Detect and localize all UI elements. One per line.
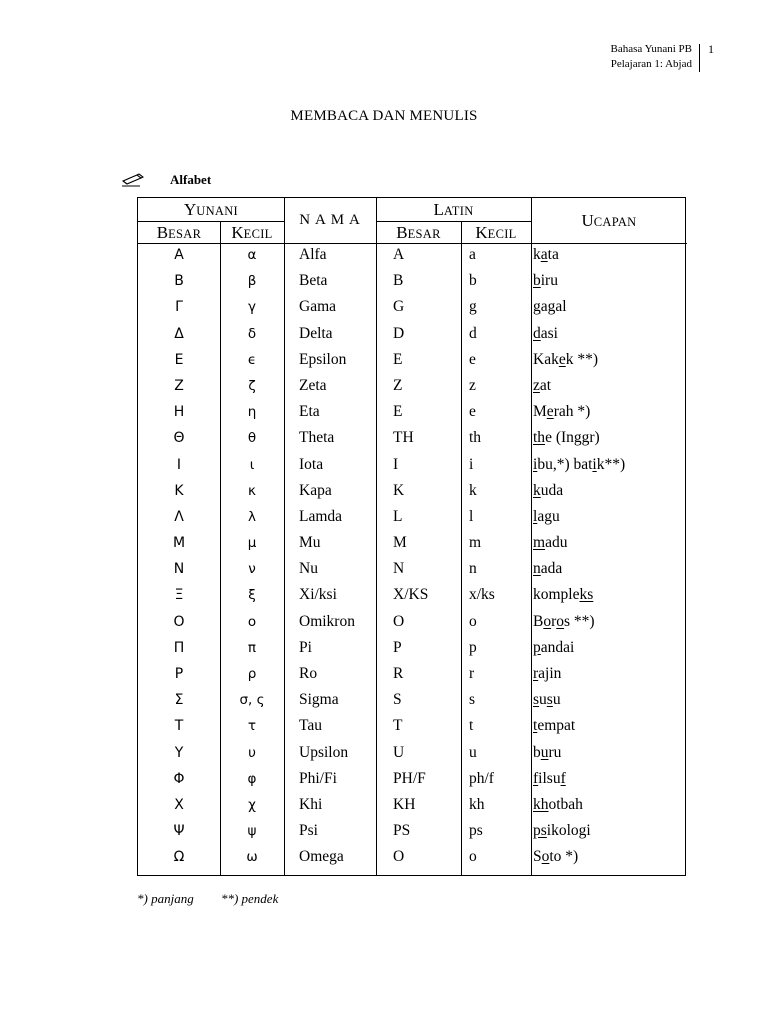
- greek-uppercase: Τ: [174, 718, 184, 735]
- table-row: [138, 559, 687, 585]
- table-row: [138, 716, 687, 742]
- pronunciation-text: otbah: [548, 795, 583, 813]
- header-yunani: YUNANI: [183, 200, 239, 219]
- latin-uppercase: KH: [393, 795, 416, 813]
- letter-name: Beta: [299, 272, 328, 290]
- letter-name: Phi/Fi: [299, 769, 337, 787]
- pronunciation-underlined: f: [560, 769, 566, 787]
- pronunciation-text: ajin: [538, 665, 562, 682]
- pronunciation-text: bu,*) bat: [537, 455, 593, 473]
- latin-uppercase: I: [393, 455, 399, 473]
- table-row: [138, 690, 687, 716]
- greek-lowercase: γ: [248, 299, 256, 316]
- header-latin: LATIN: [433, 200, 474, 219]
- latin-lowercase: n: [469, 560, 477, 578]
- table-row: [138, 507, 687, 533]
- greek-lowercase: β: [247, 273, 257, 290]
- latin-lowercase: u: [469, 743, 477, 761]
- table-row: [138, 847, 687, 873]
- header-sub-rule-yunani: [138, 221, 284, 222]
- pronunciation-text: ta: [547, 246, 559, 263]
- header-yunani-besar: BESAR: [156, 223, 202, 242]
- pronunciation-text: b: [533, 743, 541, 761]
- greek-uppercase: Ξ: [174, 587, 184, 604]
- pronunciation-text: k **): [565, 350, 599, 368]
- latin-uppercase: E: [393, 403, 403, 421]
- latin-lowercase: g: [469, 298, 477, 316]
- greek-lowercase: κ: [248, 482, 256, 499]
- pronunciation: [533, 324, 558, 344]
- latin-lowercase: ps: [469, 822, 483, 840]
- pronunciation-text: ilsu: [538, 769, 561, 787]
- letter-name: Zeta: [299, 376, 327, 394]
- latin-lowercase: e: [469, 403, 476, 421]
- pronunciation: [533, 821, 591, 841]
- latin-lowercase: e: [469, 350, 476, 368]
- greek-lowercase: μ: [247, 535, 257, 552]
- pronunciation-underlined: o: [556, 612, 565, 630]
- latin-uppercase: K: [393, 481, 405, 499]
- pronunciation-underlined: n: [533, 560, 541, 578]
- header-yunani-kecil: KECIL: [231, 223, 273, 242]
- greek-lowercase: φ: [247, 770, 257, 787]
- header-latin-besar: BESAR: [396, 223, 441, 242]
- table-row: [138, 795, 687, 821]
- pronunciation-underlined: i: [533, 455, 538, 473]
- pronunciation-text: e (Inggr): [545, 429, 600, 447]
- table-row: [138, 533, 687, 559]
- page-number: 1: [708, 42, 714, 56]
- pronunciation-underlined: o: [541, 848, 550, 866]
- pencil-writing-icon: [122, 173, 144, 187]
- greek-lowercase: π: [247, 639, 257, 656]
- pronunciation-text: adu: [545, 534, 568, 552]
- latin-uppercase: T: [393, 717, 403, 735]
- greek-lowercase: ρ: [247, 666, 257, 682]
- pronunciation-underlined: e: [558, 350, 566, 368]
- pronunciation-text: s **): [564, 612, 595, 630]
- greek-lowercase: ο: [247, 613, 257, 630]
- greek-uppercase: Σ: [174, 692, 184, 709]
- latin-lowercase: o: [469, 612, 477, 630]
- latin-lowercase: th: [469, 429, 482, 447]
- pronunciation: [533, 743, 561, 763]
- greek-lowercase: χ: [248, 796, 256, 813]
- greek-lowercase: ι: [249, 456, 255, 473]
- pronunciation-underlined: a: [540, 246, 548, 263]
- letter-name: Mu: [299, 534, 321, 552]
- latin-uppercase: L: [393, 507, 403, 525]
- pronunciation-underlined: i: [592, 455, 597, 473]
- pronunciation-underlined: r: [533, 665, 539, 682]
- latin-lowercase: o: [469, 848, 477, 866]
- table-row: [138, 350, 687, 376]
- letter-name: Omega: [299, 848, 344, 866]
- table-row: [138, 612, 687, 638]
- pronunciation-text: agu: [537, 507, 560, 525]
- latin-uppercase: PH/F: [393, 769, 426, 787]
- pronunciation: [533, 245, 559, 265]
- letter-name: Pi: [299, 638, 312, 656]
- latin-lowercase: ph/f: [469, 769, 494, 787]
- pronunciation-text: k**): [596, 455, 626, 473]
- table-row: [138, 428, 687, 454]
- pronunciation-text: u: [539, 691, 547, 709]
- pronunciation-text: empat: [537, 717, 576, 735]
- latin-uppercase: P: [393, 638, 402, 656]
- greek-uppercase: Β: [174, 273, 184, 290]
- pronunciation-text: asi: [540, 324, 558, 342]
- section-label: Alfabet: [170, 172, 212, 187]
- pronunciation: [533, 716, 575, 736]
- pronunciation-underlined: m: [533, 534, 546, 552]
- pronunciation-underlined: z: [533, 376, 540, 394]
- pronunciation: [533, 612, 595, 632]
- greek-uppercase: Δ: [174, 325, 184, 342]
- letter-name: Nu: [299, 560, 318, 578]
- letter-name: Iota: [299, 455, 324, 473]
- letter-name: Theta: [299, 429, 335, 447]
- latin-lowercase: b: [469, 272, 477, 290]
- greek-lowercase: τ: [247, 718, 257, 735]
- letter-name: Sigma: [299, 691, 339, 709]
- greek-lowercase: α: [247, 247, 257, 263]
- section-heading: [122, 171, 211, 189]
- pronunciation-text: Kak: [533, 350, 559, 368]
- greek-uppercase: Υ: [174, 744, 184, 761]
- greek-uppercase: Ε: [174, 351, 184, 368]
- latin-uppercase: D: [393, 324, 405, 342]
- latin-lowercase: p: [469, 638, 477, 656]
- pronunciation-underlined: e: [546, 403, 554, 421]
- letter-name: Eta: [299, 403, 320, 421]
- pronunciation-underlined: u: [540, 743, 549, 761]
- greek-uppercase: Ω: [173, 849, 185, 866]
- latin-lowercase: kh: [469, 795, 485, 813]
- lesson-name: Pelajaran 1: Abjad: [610, 58, 692, 70]
- letter-name: Tau: [299, 717, 323, 735]
- table-row: [138, 324, 687, 350]
- pronunciation: [533, 769, 566, 789]
- header-titles: [492, 42, 692, 72]
- greek-lowercase: θ: [247, 430, 257, 447]
- table-row: [138, 769, 687, 795]
- pronunciation: [533, 271, 558, 291]
- pronunciation: [533, 585, 593, 605]
- pronunciation-underlined: p: [533, 638, 541, 656]
- table-row: [138, 271, 687, 297]
- footnote-short: **) pendek: [220, 891, 279, 906]
- pronunciation-text: r: [551, 612, 557, 630]
- pronunciation-underlined: g: [533, 298, 541, 316]
- pronunciation: [533, 376, 551, 396]
- pronunciation-underlined: s: [533, 691, 540, 709]
- latin-lowercase: z: [469, 376, 476, 394]
- pronunciation-text: M: [533, 403, 547, 421]
- pronunciation-text: B: [533, 612, 544, 630]
- greek-uppercase: Ζ: [174, 377, 184, 394]
- table-row: [138, 402, 687, 428]
- header-latin-kecil: KECIL: [475, 223, 517, 242]
- latin-lowercase: a: [469, 246, 476, 263]
- greek-lowercase: ζ: [248, 377, 256, 394]
- greek-uppercase: Ρ: [174, 666, 184, 682]
- latin-lowercase: i: [469, 455, 474, 473]
- greek-lowercase: ν: [248, 561, 256, 578]
- latin-uppercase: G: [393, 298, 405, 316]
- greek-uppercase: Η: [173, 404, 185, 421]
- greek-uppercase: Θ: [173, 430, 185, 447]
- pronunciation: [533, 638, 574, 658]
- greek-uppercase: Φ: [173, 770, 185, 787]
- table-row: [138, 585, 687, 611]
- table-row: [138, 376, 687, 402]
- latin-uppercase: N: [393, 560, 405, 578]
- pronunciation-text: komple: [533, 586, 580, 604]
- greek-uppercase: Ψ: [173, 823, 185, 840]
- letter-name: Ro: [299, 665, 318, 682]
- letter-name: Epsilon: [299, 350, 347, 368]
- pronunciation-text: u: [552, 691, 561, 709]
- pronunciation-underlined: ks: [579, 586, 594, 604]
- page-title: MEMBACA DAN MENULIS: [290, 108, 478, 124]
- document-name: Bahasa Yunani PB: [610, 43, 692, 55]
- greek-uppercase: Μ: [172, 535, 186, 552]
- header-nama: N A M A: [299, 212, 361, 228]
- pronunciation: [533, 402, 590, 422]
- table-row: [138, 481, 687, 507]
- pronunciation: [533, 481, 563, 501]
- greek-lowercase: ϵ: [247, 351, 257, 368]
- table-row: [138, 245, 687, 271]
- latin-lowercase: s: [469, 691, 476, 709]
- pronunciation-underlined: s: [546, 691, 553, 709]
- header-divider: [699, 44, 700, 72]
- latin-uppercase: PS: [393, 822, 411, 840]
- footnote: [137, 891, 278, 907]
- greek-uppercase: Χ: [174, 796, 184, 813]
- greek-uppercase: Ο: [173, 613, 185, 630]
- latin-lowercase: x/ks: [469, 586, 495, 604]
- pronunciation-text: S: [533, 848, 542, 866]
- greek-uppercase: Π: [173, 639, 185, 656]
- pronunciation-text: ikologi: [546, 822, 591, 840]
- pronunciation-text: at: [539, 376, 552, 394]
- pronunciation-text: rah *): [553, 403, 591, 421]
- pronunciation: [533, 559, 562, 579]
- pronunciation-text: ru: [548, 743, 562, 761]
- pronunciation-underlined: b: [533, 272, 541, 290]
- table-row: [138, 821, 687, 847]
- pronunciation-underlined: l: [533, 507, 538, 525]
- pronunciation: [533, 690, 561, 710]
- letter-name: Kapa: [299, 481, 332, 499]
- greek-uppercase: Ν: [173, 561, 185, 578]
- pronunciation-underlined: t: [533, 717, 538, 735]
- latin-uppercase: M: [393, 534, 407, 552]
- greek-uppercase: Ι: [176, 456, 182, 473]
- pronunciation: [533, 455, 625, 475]
- letter-name: Upsilon: [299, 743, 349, 761]
- greek-uppercase: Λ: [174, 508, 184, 525]
- greek-lowercase: η: [247, 404, 257, 421]
- latin-uppercase: A: [393, 246, 405, 263]
- letter-name: Gama: [299, 298, 337, 316]
- latin-lowercase: t: [469, 717, 474, 735]
- greek-lowercase: σ, ς: [239, 692, 265, 709]
- table-row: [138, 664, 687, 690]
- header-sub-rule-latin: [376, 221, 531, 222]
- pronunciation-underlined: k: [533, 481, 541, 499]
- letter-name: Xi/ksi: [299, 586, 337, 604]
- pronunciation-text: iru: [540, 272, 558, 290]
- greek-lowercase: ψ: [247, 823, 257, 840]
- pronunciation-underlined: ps: [533, 822, 547, 840]
- latin-uppercase: TH: [393, 429, 414, 447]
- latin-uppercase: Z: [393, 376, 403, 394]
- letter-name: Delta: [299, 324, 333, 342]
- letter-name: Alfa: [299, 246, 327, 263]
- latin-lowercase: r: [469, 665, 475, 682]
- pronunciation: [533, 795, 583, 815]
- latin-uppercase: U: [393, 743, 405, 761]
- greek-lowercase: δ: [247, 325, 257, 342]
- greek-uppercase: Κ: [174, 482, 184, 499]
- pronunciation-underlined: d: [533, 324, 541, 342]
- letter-name: Lamda: [299, 507, 343, 525]
- greek-uppercase: Γ: [175, 299, 183, 316]
- pronunciation-text: agal: [540, 298, 567, 316]
- pronunciation-text: k: [533, 246, 541, 263]
- pronunciation-text: uda: [540, 481, 564, 499]
- pronunciation: [533, 297, 567, 317]
- pronunciation-underlined: kh: [533, 795, 549, 813]
- greek-uppercase: Α: [174, 247, 184, 263]
- greek-lowercase: ξ: [248, 587, 256, 604]
- latin-lowercase: k: [469, 481, 477, 499]
- table-row: [138, 297, 687, 323]
- pronunciation: [533, 533, 567, 553]
- footnote-long: *) panjang: [137, 891, 194, 906]
- table-row: [138, 455, 687, 481]
- table-row: [138, 743, 687, 769]
- pronunciation-text: andai: [540, 638, 575, 656]
- pronunciation-underlined: o: [543, 612, 552, 630]
- pronunciation-text: ada: [540, 560, 563, 578]
- page-header: [0, 42, 768, 72]
- pronunciation: [533, 664, 561, 684]
- pronunciation-text: to *): [549, 848, 579, 866]
- latin-lowercase: d: [469, 324, 477, 342]
- table-row: [138, 638, 687, 664]
- latin-uppercase: B: [393, 272, 404, 290]
- header-ucapan: UCAPAN: [581, 211, 637, 230]
- latin-uppercase: E: [393, 350, 403, 368]
- latin-uppercase: O: [393, 848, 405, 866]
- latin-uppercase: S: [393, 691, 402, 709]
- pronunciation-underlined: th: [533, 429, 546, 447]
- letter-name: Psi: [299, 822, 318, 840]
- latin-lowercase: m: [469, 534, 482, 552]
- letter-name: Khi: [299, 795, 323, 813]
- pronunciation: [533, 428, 600, 448]
- letter-name: Omikron: [299, 612, 355, 630]
- latin-lowercase: l: [469, 507, 474, 525]
- alphabet-table: [137, 197, 686, 876]
- pronunciation: [533, 847, 578, 867]
- latin-uppercase: R: [393, 665, 404, 682]
- greek-lowercase: λ: [248, 508, 256, 525]
- pronunciation: [533, 350, 598, 370]
- greek-lowercase: υ: [248, 744, 256, 761]
- table-body: [138, 245, 687, 874]
- latin-uppercase: X/KS: [393, 586, 429, 604]
- latin-uppercase: O: [393, 612, 405, 630]
- pronunciation-underlined: f: [533, 769, 539, 787]
- greek-lowercase: ω: [246, 849, 258, 866]
- pronunciation: [533, 507, 560, 527]
